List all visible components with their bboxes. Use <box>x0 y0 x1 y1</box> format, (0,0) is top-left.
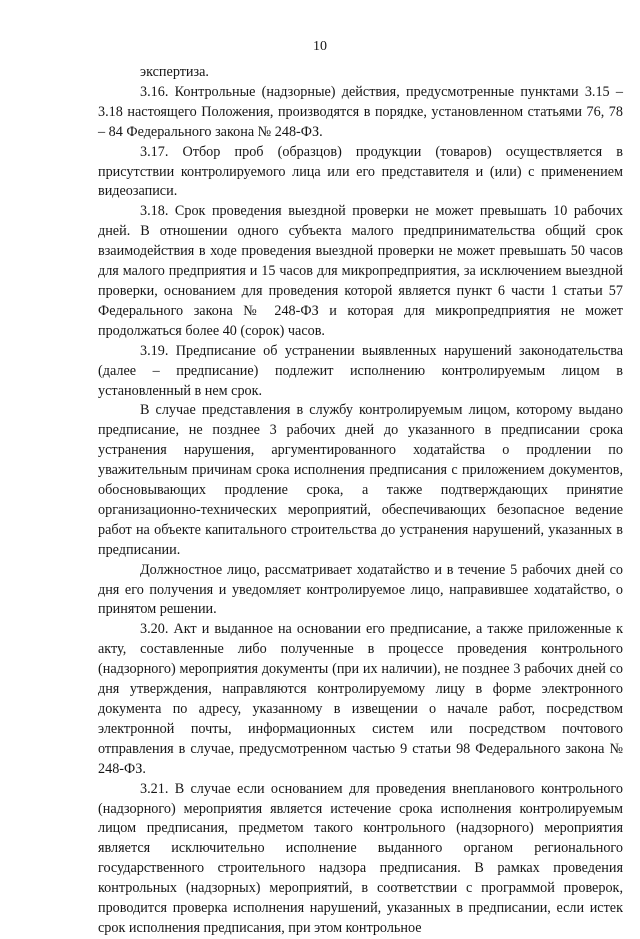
paragraph-3-18: 3.18. Срок проведения выездной проверки не может превышать 10 рабочих дней. В отношении одного субъекта малого предпринимательства общий срок взаимодействия в ходе проведения выездной проверки не может превышать 50 часов для малого предприятия и 15 часов для микропредприятия, за исключением выездной проверки, основанием для проведения которой является пункт 6 части 1 статьи 57 Федерального закона № 248-ФЗ и которая для микропредприятия не может продолжаться более 40 (сорок) часов. <box>98 203 623 339</box>
paragraph-extension-request: В случае представления в службу контролируемым лицом, которому выдано предписание, не позднее 3 рабочих дней до указанного в предписании срока устранения нарушения, аргументированного ходатайства о продлении по уважительным причинам срока исполнения предписания с приложением документов, обосновывающих продление срока, а также подтверждающих принятие организационно-технических мероприятий, обеспечивающих безопасное ведение работ на объекте капитального строительства до устранения нарушений, указанных в предписании. <box>98 402 623 558</box>
paragraph-3-19: 3.19. Предписание об устранении выявленных нарушений законодательства (далее – предписание) подлежит исполнению контролируемым лицом в установленный в нем срок. <box>98 342 623 399</box>
paragraph-3-20: 3.20. Акт и выданное на основании его предписание, а также приложенные к акту, составленные либо полученные в процессе проведения контрольного (надзорного) мероприятия документы (при их наличии), не позднее 3 рабочих дней со дня утверждения, направляются контролируемому лицу в форме электронного документа по адресу, указанному в извещении о начале работ, посредством электронной почты, информационных систем или посредством почтового отправления в случае, предусмотренном частью 9 статьи 98 Федерального закона № 248-ФЗ. <box>98 621 623 777</box>
paragraph-3-21: 3.21. В случае если основанием для проведения внепланового контрольного (надзорного) мероприятия является истечение срока исполнения контролируемым лицом предписания, предметом такого контрольного (надзорного) мероприятия является исключительно исполнение выданного органом регионального государственного строительного надзора предписания. В рамках проведения контрольных (надзорных) мероприятий, в соответствии с программой проверок, проводится проверка исполнения нарушений, указанных в предписании, если истек срок исполнения предписания, при этом контрольное <box>98 780 623 936</box>
paragraph-official-decision: Должностное лицо, рассматривает ходатайство и в течение 5 рабочих дней со дня его получения и уведомляет контролируемое лицо, направившее ходатайство, о принятом решении. <box>98 561 623 618</box>
page-number: 10 <box>313 39 327 54</box>
document-body <box>98 63 623 939</box>
paragraph-3-17: 3.17. Отбор проб (образцов) продукции (товаров) осуществляется в присутствии контролируемого лица или его представителя и (или) с применением видеозаписи. <box>98 143 623 200</box>
paragraph-3-16: 3.16. Контрольные (надзорные) действия, предусмотренные пунктами 3.15 – 3.18 настоящего Положения, производятся в порядке, установленном статьями 76, 78 – 84 Федерального закона № 248-ФЗ. <box>98 83 623 140</box>
paragraph-continuation: экспертиза. <box>140 64 209 80</box>
